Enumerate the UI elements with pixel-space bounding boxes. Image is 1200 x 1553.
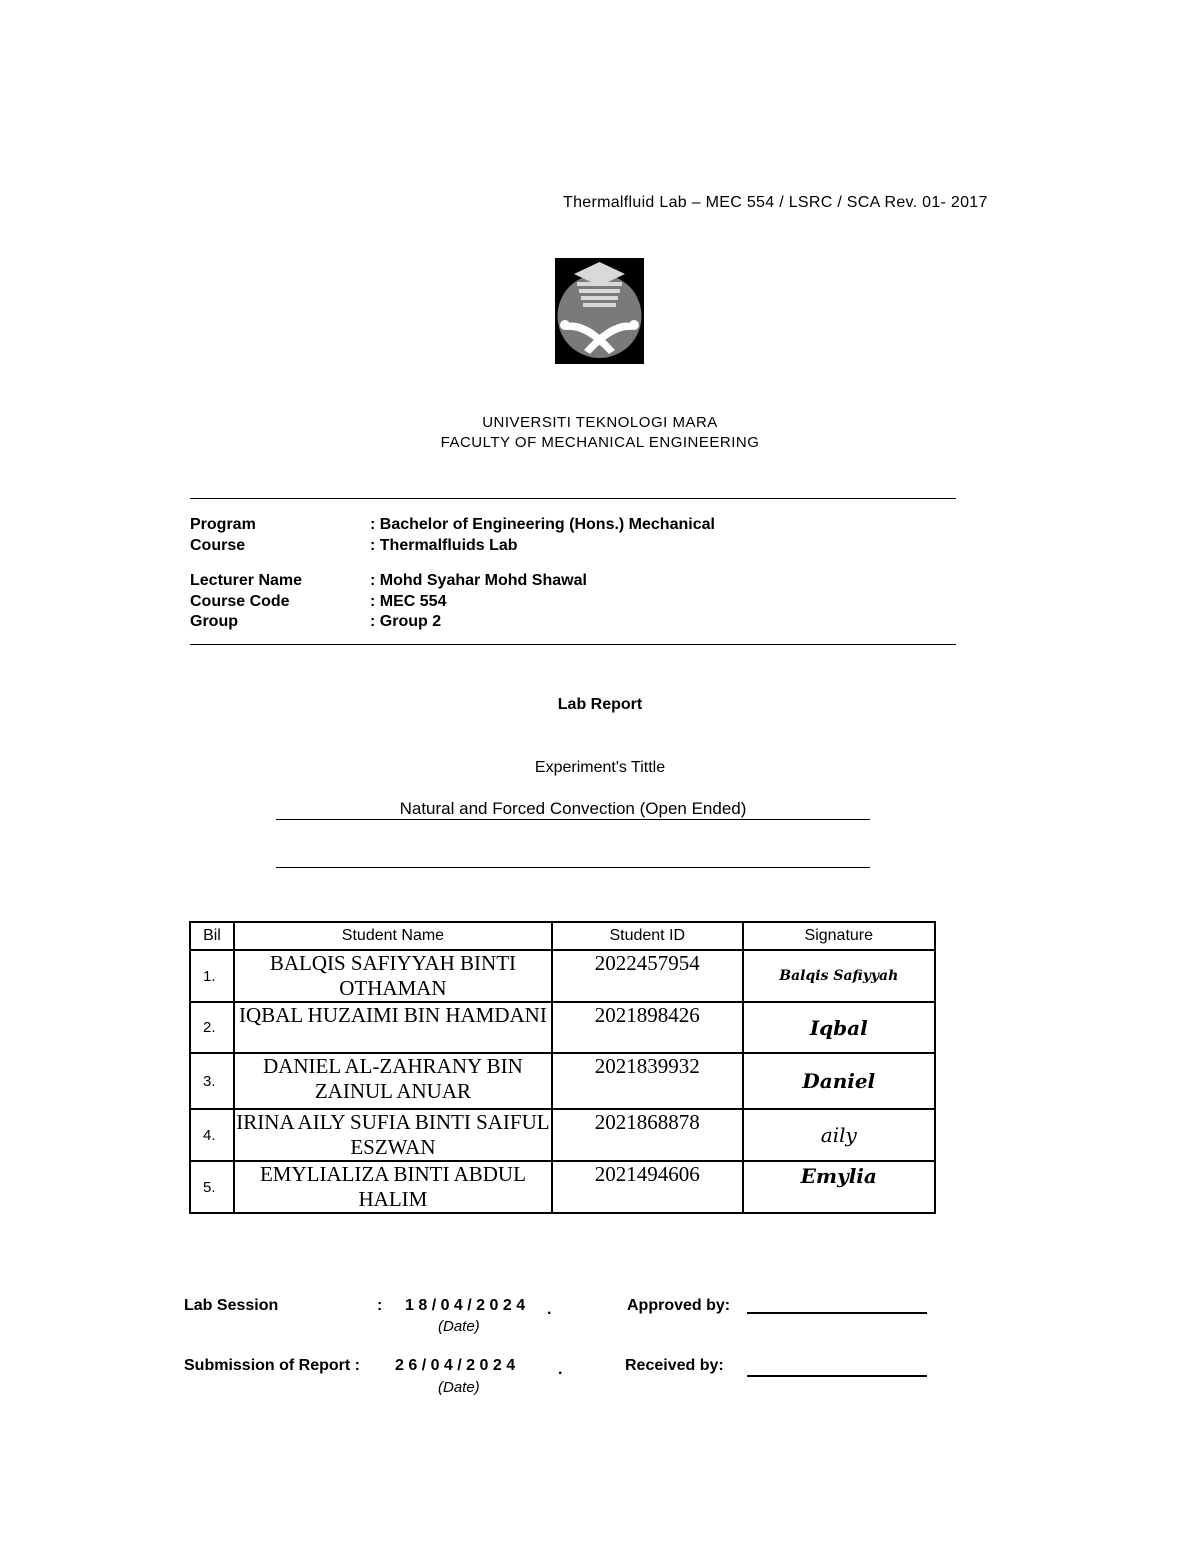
row-student-id: 2021494606 [552, 1161, 743, 1213]
row-student-id: 2022457954 [552, 950, 743, 1002]
university-name: UNIVERSITI TEKNOLOGI MARA [482, 414, 718, 431]
table-row [190, 1002, 935, 1053]
signature-mark: Iqbal [809, 1015, 868, 1040]
table-row [190, 1109, 935, 1161]
document-reference: Thermalfluid Lab – MEC 554 / LSRC / SCA Rev. 01- 2017 [563, 194, 988, 211]
lab-session-date: 1 8 / 0 4 / 2 0 2 4 [405, 1297, 526, 1314]
title-underline-2 [276, 867, 870, 868]
lecturer-value: : Mohd Syahar Mohd Shawal [370, 572, 587, 589]
approved-by-label: Approved by: [627, 1297, 731, 1314]
table-row [190, 950, 935, 1002]
row-student-id: 2021898426 [552, 1002, 743, 1053]
table-header-row [190, 922, 935, 950]
received-by-label: Received by: [625, 1357, 724, 1374]
lab-session-date-dot: . [547, 1301, 552, 1318]
row-student-id: 2021868878 [552, 1109, 743, 1161]
table-row [190, 1161, 935, 1213]
program-value: : Bachelor of Engineering (Hons.) Mechanical [370, 516, 715, 533]
row-signature [743, 1002, 935, 1053]
signature-mark: Emylia [800, 1164, 877, 1188]
signature-mark: Balqis Safiyyah [779, 968, 899, 984]
course-label: Course [190, 537, 246, 554]
course-code-label: Course Code [190, 593, 290, 610]
report-heading: Lab Report [557, 696, 643, 713]
row-bil: 2. [190, 1002, 234, 1053]
row-student-name: EMYLIALIZA BINTI ABDUL HALIM [234, 1161, 552, 1213]
header-bil: Bil [190, 922, 234, 950]
divider-top [190, 498, 956, 499]
approved-by-signature-line [747, 1311, 927, 1314]
submission-date-hint: (Date) [438, 1379, 480, 1396]
course-value: : Thermalfluids Lab [370, 537, 518, 554]
lab-session-date-hint: (Date) [438, 1318, 480, 1335]
submission-date-dot: . [558, 1361, 563, 1378]
row-student-id: 2021839932 [552, 1053, 743, 1109]
lab-session-colon: : [377, 1297, 383, 1314]
row-student-name: IRINA AILY SUFIA BINTI SAIFUL ESZWAN [234, 1109, 552, 1161]
submission-date: 2 6 / 0 4 / 2 0 2 4 [395, 1357, 516, 1374]
divider-bottom [190, 644, 956, 645]
row-student-name: BALQIS SAFIYYAH BINTI OTHAMAN [234, 950, 552, 1002]
row-signature [743, 1161, 935, 1213]
lab-session-label: Lab Session [184, 1297, 279, 1314]
submission-label: Submission of Report : [184, 1357, 360, 1374]
row-bil: 4. [190, 1109, 234, 1161]
university-logo [555, 258, 644, 364]
course-code-value: : MEC 554 [370, 593, 447, 610]
group-label: Group [190, 613, 238, 630]
header-student-name: Student Name [234, 922, 552, 950]
experiment-label: Experiment's Tittle [534, 759, 666, 776]
row-signature [743, 1109, 935, 1161]
received-by-signature-line [747, 1374, 927, 1377]
experiment-title: Natural and Forced Convection (Open Ended) [399, 799, 747, 818]
lecturer-label: Lecturer Name [190, 572, 303, 589]
signature-mark: Daniel [802, 1069, 876, 1093]
row-bil: 5. [190, 1161, 234, 1213]
faculty-name: FACULTY OF MECHANICAL ENGINEERING [440, 434, 760, 451]
title-underline-1 [276, 819, 870, 820]
row-bil: 1. [190, 950, 234, 1002]
program-label: Program [190, 516, 256, 533]
row-bil: 3. [190, 1053, 234, 1109]
table-row [190, 1053, 935, 1109]
header-student-id: Student ID [552, 922, 743, 950]
row-student-name: DANIEL AL-ZAHRANY BIN ZAINUL ANUAR [234, 1053, 552, 1109]
signature-mark: aily [820, 1123, 857, 1147]
group-value: : Group 2 [370, 613, 442, 630]
row-signature [743, 950, 935, 1002]
row-student-name: IQBAL HUZAIMI BIN HAMDANI [234, 1002, 552, 1053]
header-signature: Signature [743, 922, 935, 950]
row-signature [743, 1053, 935, 1109]
student-table [189, 921, 936, 1214]
